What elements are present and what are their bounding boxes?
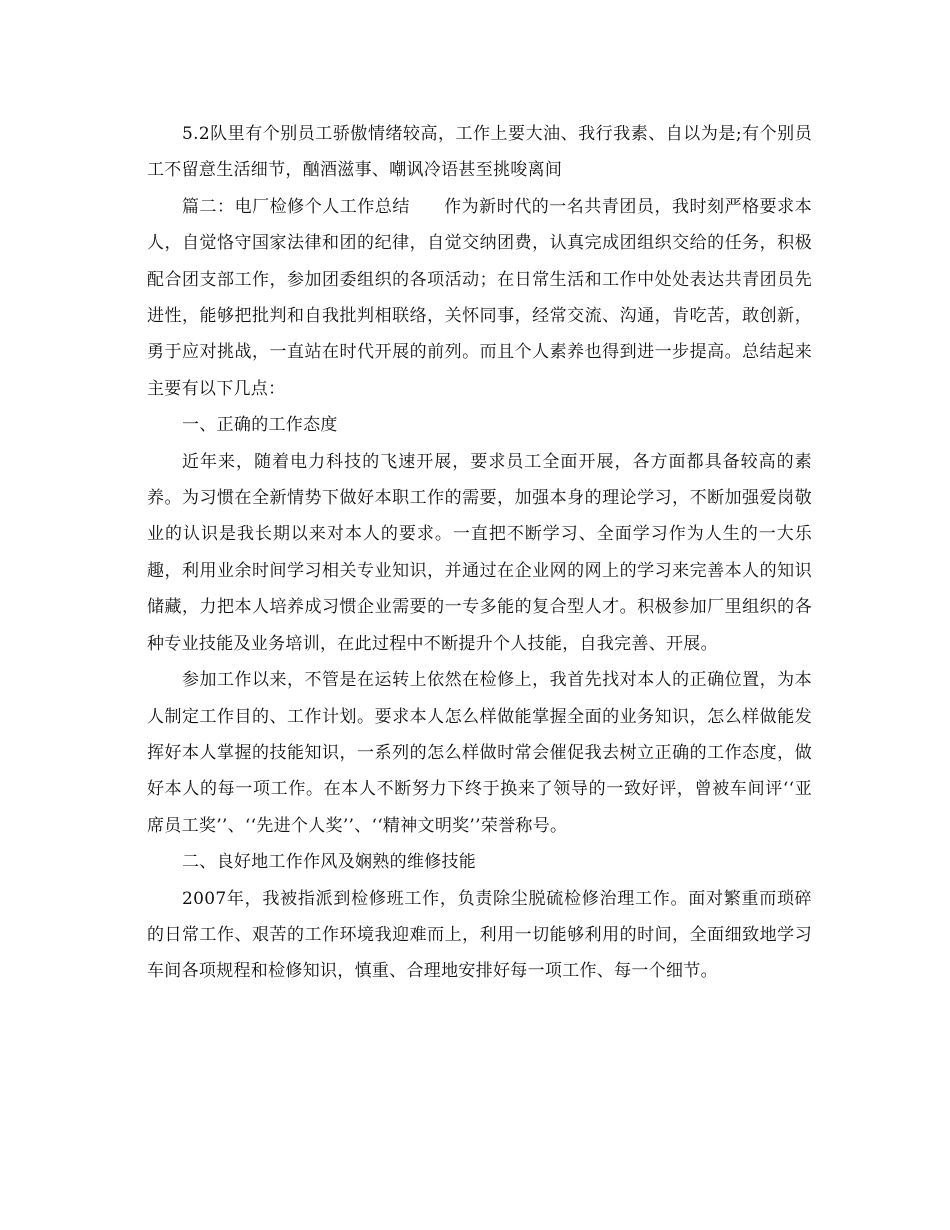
heading-work-style: 二、良好地工作作风及娴熟的维修技能 (182, 852, 477, 873)
heading-correct-attitude: 一、正确的工作态度 (182, 415, 338, 436)
paragraph-learning: 近年来，随着电力科技的飞速开展，要求员工全面开展，各方面都具备较高的素养。为习惯在全新情势下做好本职工作的需要，加强本身的理论学习，不断加强爱岗敬业的认识是我长期以来对本人的要求。一直把不断学习、全面学习作为人生的一大乐趣，利用业余时间学习相关专业知识，并通过在企业网的网上的学习来完善本人的知识储藏，力把本人培养成习惯企业需要的一专多能的复合型人才。积极参加厂里组织的各种专业技能及业务培训，在此过程中不断提升个人技能，自我完善、开展。 (147, 451, 812, 654)
paragraph-section-two-intro (147, 189, 812, 407)
paragraph-work-attitude: 参加工作以来，不管是在运转上依然在检修上，我首先找对本人的正确位置，为本人制定工作目的、工作计划。要求本人怎么样做能掌握全面的业务知识，怎么样做能发挥好本人掌握的技能知识，一系列的怎么样做时常会催促我去树立正确的工作态度，做好本人的每一项工作。在本人不断努力下终于换来了领导的一致好评，曾被车间评‘‘亚席员工奖’’、‘‘先进个人奖’’、‘‘精神文明奖’’荣誉称号。 (147, 670, 812, 836)
section-two-heading: 篇二：电厂检修个人工作总结 (182, 196, 410, 217)
paragraph-team-issues: 5.2队里有个别员工骄傲情绪较高，工作上要大油、我行我素、自以为是;有个别员工不留意生活细节，酗酒滋事、嘲讽冷语甚至挑唆离间 (147, 124, 812, 181)
paragraph-2007: 2007年，我被指派到检修班工作，负责除尘脱硫检修治理工作。面对繁重而琐碎的日常工作、艰苦的工作环境我迎难而上，利用一切能够利用的时间，全面细致地学习车间各项规程和检修知识，慎重、合理地安排好每一项工作、每一个细节。 (147, 888, 812, 982)
section-two-body: 作为新时代的一名共青团员，我时刻严格要求本人，自觉恪守国家法律和团的纪律，自觉交纳团费，认真完成团组织交给的任务，积极配合团支部工作，参加团委组织的各项活动；在日常生活和工作中处处表达共青团员先进性，能够把批判和自我批判相联络，关怀同事，经常交流、沟通，肯吃苦，敢创新，勇于应对挑战，一直站在时代开展的前列。而且个人素养也得到进一步提高。总结起来主要有以下几点： (147, 196, 812, 399)
document-body (147, 116, 812, 990)
